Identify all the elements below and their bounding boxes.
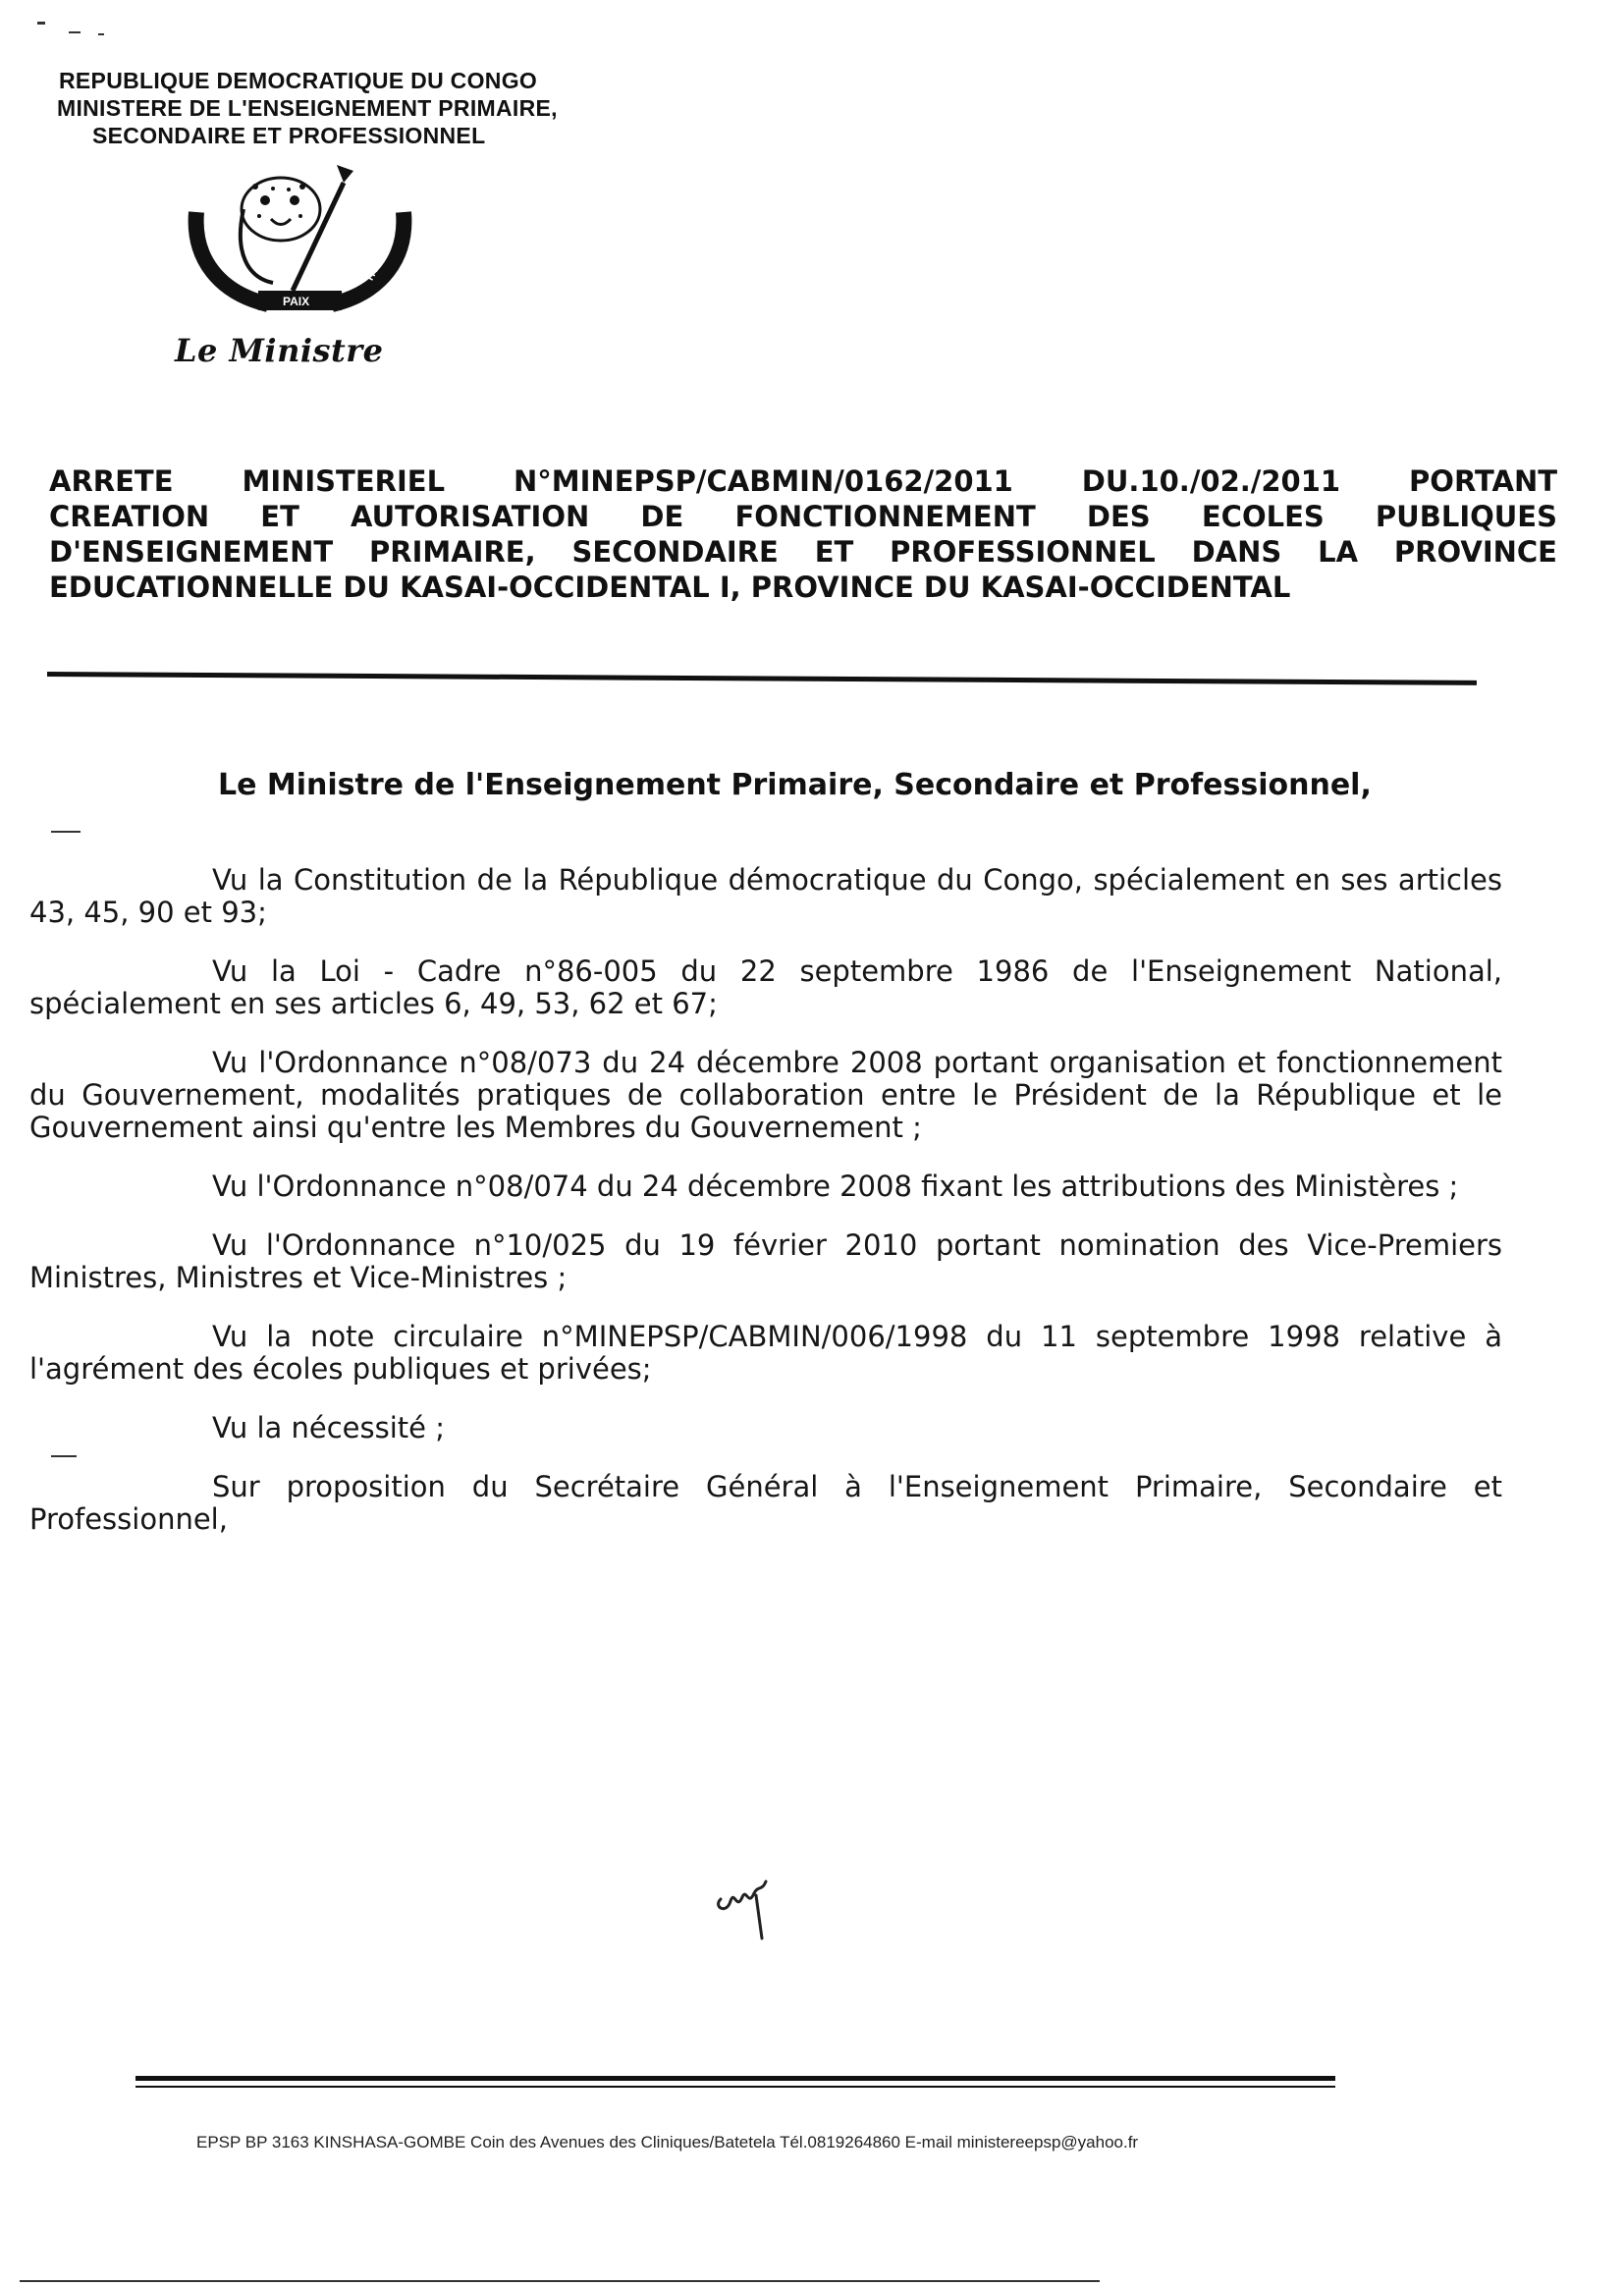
scan-speck bbox=[20, 2280, 1100, 2282]
decree-title-line: CREATION ET AUTORISATION DE FONCTIONNEMENT DES ECOLES PUBLIQUES bbox=[49, 500, 1557, 533]
considerant-paragraph: Sur proposition du Secrétaire Général à l'Enseignement Primaire, Secondaire et Professionnel, bbox=[29, 1470, 1502, 1536]
letterhead-ministry-cont: SECONDAIRE ET PROFESSIONNEL bbox=[92, 123, 486, 148]
considerant-paragraph: Vu l'Ordonnance n°08/074 du 24 décembre 2008 fixant les attributions des Ministères ; bbox=[212, 1170, 1459, 1203]
letterhead-country: REPUBLIQUE DEMOCRATIQUE DU CONGO bbox=[59, 68, 538, 93]
scan-speck bbox=[37, 22, 45, 25]
emblem-motto-right: TRAVAIL bbox=[363, 239, 396, 285]
handwritten-initials bbox=[707, 1868, 785, 1946]
decree-title-line: EDUCATIONNELLE DU KASAI-OCCIDENTAL I, PROVINCE DU KASAI-OCCIDENTAL bbox=[49, 571, 1291, 604]
considerant-paragraph: Vu la Constitution de la République démocratique du Congo, spécialement en ses articles 43, 45, 90 et 93; bbox=[29, 863, 1502, 929]
decree-title bbox=[49, 463, 1557, 605]
considerant-paragraph: Vu l'Ordonnance n°08/073 du 24 décembre 2008 portant organisation et fonctionnement du Gouvernement, modalités pratiques de collaboration entre le Président de la République et le Gouvernement ainsi qu'entre les Membres du Gouvernement ; bbox=[29, 1046, 1502, 1144]
footer-rule-thin bbox=[135, 2086, 1335, 2088]
considerant-paragraph: Vu l'Ordonnance n°10/025 du 19 février 2010 portant nomination des Vice-Premiers Ministres, Ministres et Vice-Ministres ; bbox=[29, 1228, 1502, 1294]
decree-title-line: ARRETE MINISTERIEL N°MINEPSP/CABMIN/0162/2011 DU.10./02./2011 PORTANT bbox=[49, 464, 1557, 498]
considerant-paragraph: Vu la Loi - Cadre n°86-005 du 22 septembre 1986 de l'Enseignement National, spécialement en ses articles 6, 49, 53, 62 et 67; bbox=[29, 954, 1502, 1020]
considerant-paragraph: Vu la nécessité ; bbox=[212, 1411, 445, 1444]
footer-contact: EPSP BP 3163 KINSHASA-GOMBE Coin des Avenues des Cliniques/Batetela Tél.0819264860 E-mail ministereepsp@yahoo.fr bbox=[196, 2133, 1139, 2151]
emblem-motto-bottom: PAIX bbox=[283, 295, 310, 308]
coat-of-arms-emblem bbox=[175, 165, 425, 322]
decree-body bbox=[29, 864, 1502, 1562]
considerant-paragraph: Vu la note circulaire n°MINEPSP/CABMIN/006/1998 du 11 septembre 1998 relative à l'agrément des écoles publiques et privées; bbox=[29, 1320, 1502, 1386]
title-underline bbox=[47, 672, 1477, 685]
scan-speck bbox=[69, 31, 81, 33]
decree-intro: Le Ministre de l'Enseignement Primaire, Secondaire et Professionnel, bbox=[218, 768, 1372, 802]
scan-speck bbox=[51, 831, 81, 833]
letterhead-ministry: MINISTERE DE L'ENSEIGNEMENT PRIMAIRE, bbox=[57, 95, 558, 121]
minister-signature-title: Le Ministre bbox=[175, 332, 384, 369]
emblem-motto-left: JUSTICE bbox=[201, 217, 234, 264]
scan-speck bbox=[51, 1455, 77, 1457]
letterhead bbox=[57, 67, 607, 149]
decree-title-line: D'ENSEIGNEMENT PRIMAIRE, SECONDAIRE ET PROFESSIONNEL DANS LA PROVINCE bbox=[49, 535, 1557, 569]
footer-rule bbox=[135, 2076, 1335, 2081]
scan-speck bbox=[98, 33, 104, 35]
